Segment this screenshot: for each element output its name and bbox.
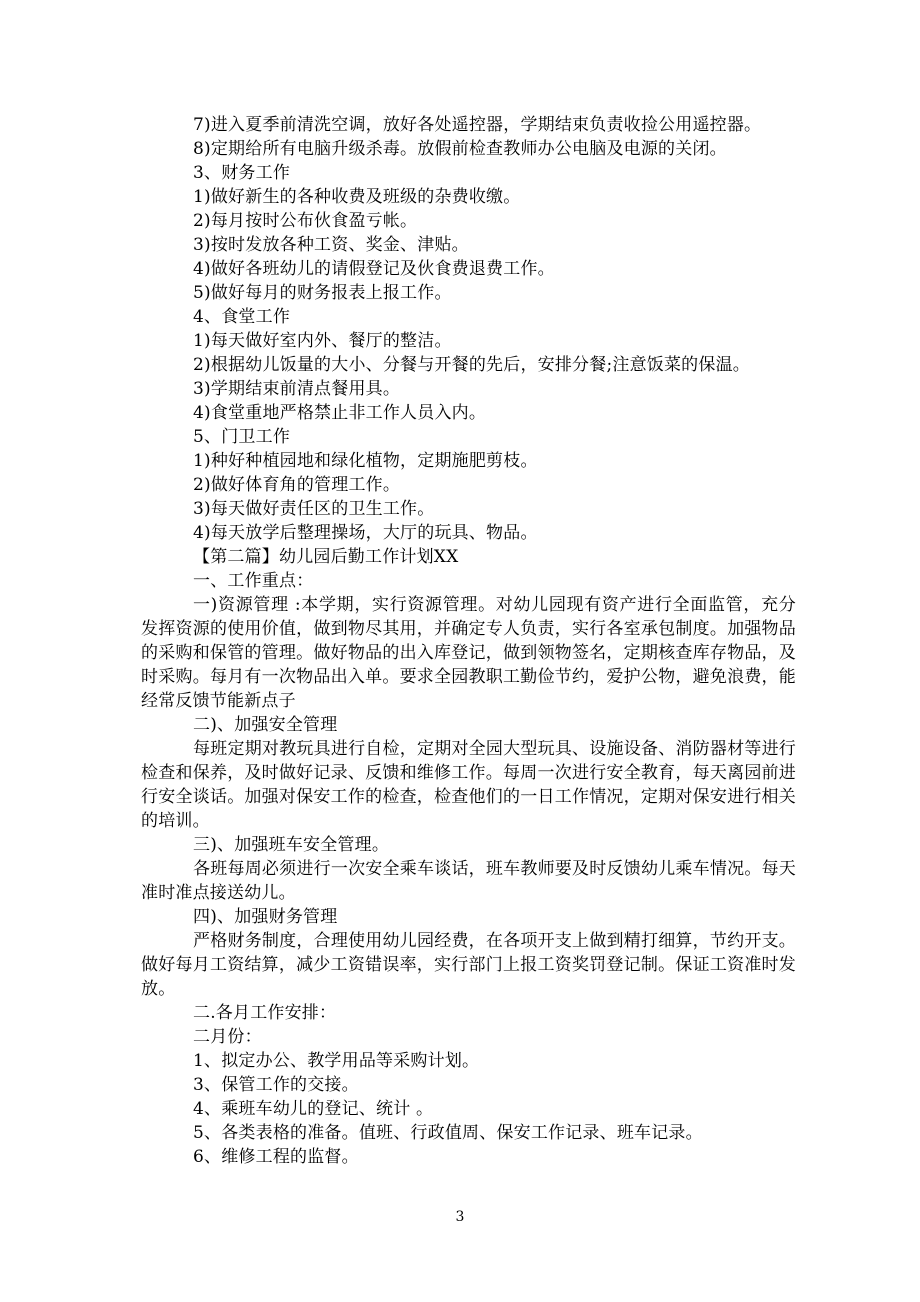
- list-item: 3、保管工作的交接。: [193, 1075, 359, 1095]
- month-label: 二月份：: [193, 1027, 262, 1047]
- list-item: 5、各类表格的准备。值班、行政值周、保安工作记录、班车记录。: [193, 1123, 703, 1143]
- section-heading: 二.各月工作安排：: [193, 1003, 337, 1023]
- text-line: 3)学期结束前清点餐用具。: [193, 379, 401, 399]
- section-heading: 一、工作重点：: [193, 571, 314, 591]
- text-line: 4)食堂重地严格禁止非工作人员入内。: [193, 403, 487, 423]
- text-line: 2)每月按时公布伙食盈亏帐。: [193, 211, 418, 231]
- text-line: 4)做好各班幼儿的请假登记及伙食费退费工作。: [193, 259, 555, 279]
- section-heading: 4、食堂工作: [193, 307, 291, 327]
- text-line: 2)根据幼儿饭量的大小、分餐与开餐的先后，安排分餐;注意饭菜的保温。: [193, 355, 750, 375]
- text-line: 2)做好体育角的管理工作。: [193, 475, 401, 495]
- section-heading: 三)、加强班车安全管理。: [193, 835, 390, 855]
- chapter-title: 【第二篇】幼儿园后勤工作计划XX: [193, 547, 459, 567]
- section-heading: 5、门卫工作: [193, 427, 291, 447]
- finance-management-paragraph: 严格财务制度，合理使用幼儿园经费，在各项开支上做到精打细算，节约开支。做好每月工资结算，减少工资错误率，实行部门上报工资奖罚登记制。保证工资准时发放。: [141, 931, 796, 999]
- text-line: 4)每天放学后整理操场，大厅的玩具、物品。: [193, 523, 538, 543]
- text-line: 3)按时发放各种工资、奖金、津贴。: [193, 235, 469, 255]
- section-heading: 3、财务工作: [193, 163, 291, 183]
- text-line: 1)每天做好室内外、餐厅的整洁。: [193, 331, 452, 351]
- text-line: 8)定期给所有电脑升级杀毒。放假前检查教师办公电脑及电源的关闭。: [193, 139, 727, 159]
- section-heading: 二)、加强安全管理: [193, 715, 338, 735]
- text-line: 5)做好每月的财务报表上报工作。: [193, 283, 452, 303]
- resource-management-paragraph: 一)资源管理 :本学期，实行资源管理。对幼儿园现有资产进行全面监管，充分发挥资源的使用价值，做到物尽其用，并确定专人负责，实行各室承包制度。加强物品的采购和保管的管理。做好物品的出入库登记，做到领物签名，定期核查库存物品，及时采购。每月有一次物品出入单。要求全园教职工勤俭节约，爱护公物，避免浪费，能经常反馈节能新点子: [141, 595, 796, 711]
- text-line: 3)每天做好责任区的卫生工作。: [193, 499, 435, 519]
- section-heading: 四)、加强财务管理: [193, 907, 338, 927]
- list-item: 1、拟定办公、教学用品等采购计划。: [193, 1051, 480, 1071]
- text-line: 1)做好新生的各种收费及班级的杂费收缴。: [193, 187, 521, 207]
- list-item: 6、维修工程的监督。: [193, 1147, 359, 1167]
- text-line: 1)种好种植园地和绿化植物，定期施肥剪枝。: [193, 451, 538, 471]
- text-line: 7)进入夏季前清洗空调，放好各处遥控器，学期结束负责收捡公用遥控器。: [193, 115, 762, 135]
- page-number: 3: [455, 1209, 465, 1225]
- list-item: 4、乘班车幼儿的登记、统计 。: [193, 1099, 434, 1119]
- safety-management-paragraph: 每班定期对教玩具进行自检，定期对全园大型玩具、设施设备、消防器材等进行检查和保养，及时做好记录、反馈和维修工作。每周一次进行安全教育，每天离园前进行安全谈话。加强对保安工作的检查，检查他们的一日工作情况，定期对保安进行相关的培训。: [141, 739, 796, 831]
- bus-safety-paragraph: 各班每周必须进行一次安全乘车谈话，班车教师要及时反馈幼儿乘车情况。每天准时准点接送幼儿。: [141, 859, 796, 903]
